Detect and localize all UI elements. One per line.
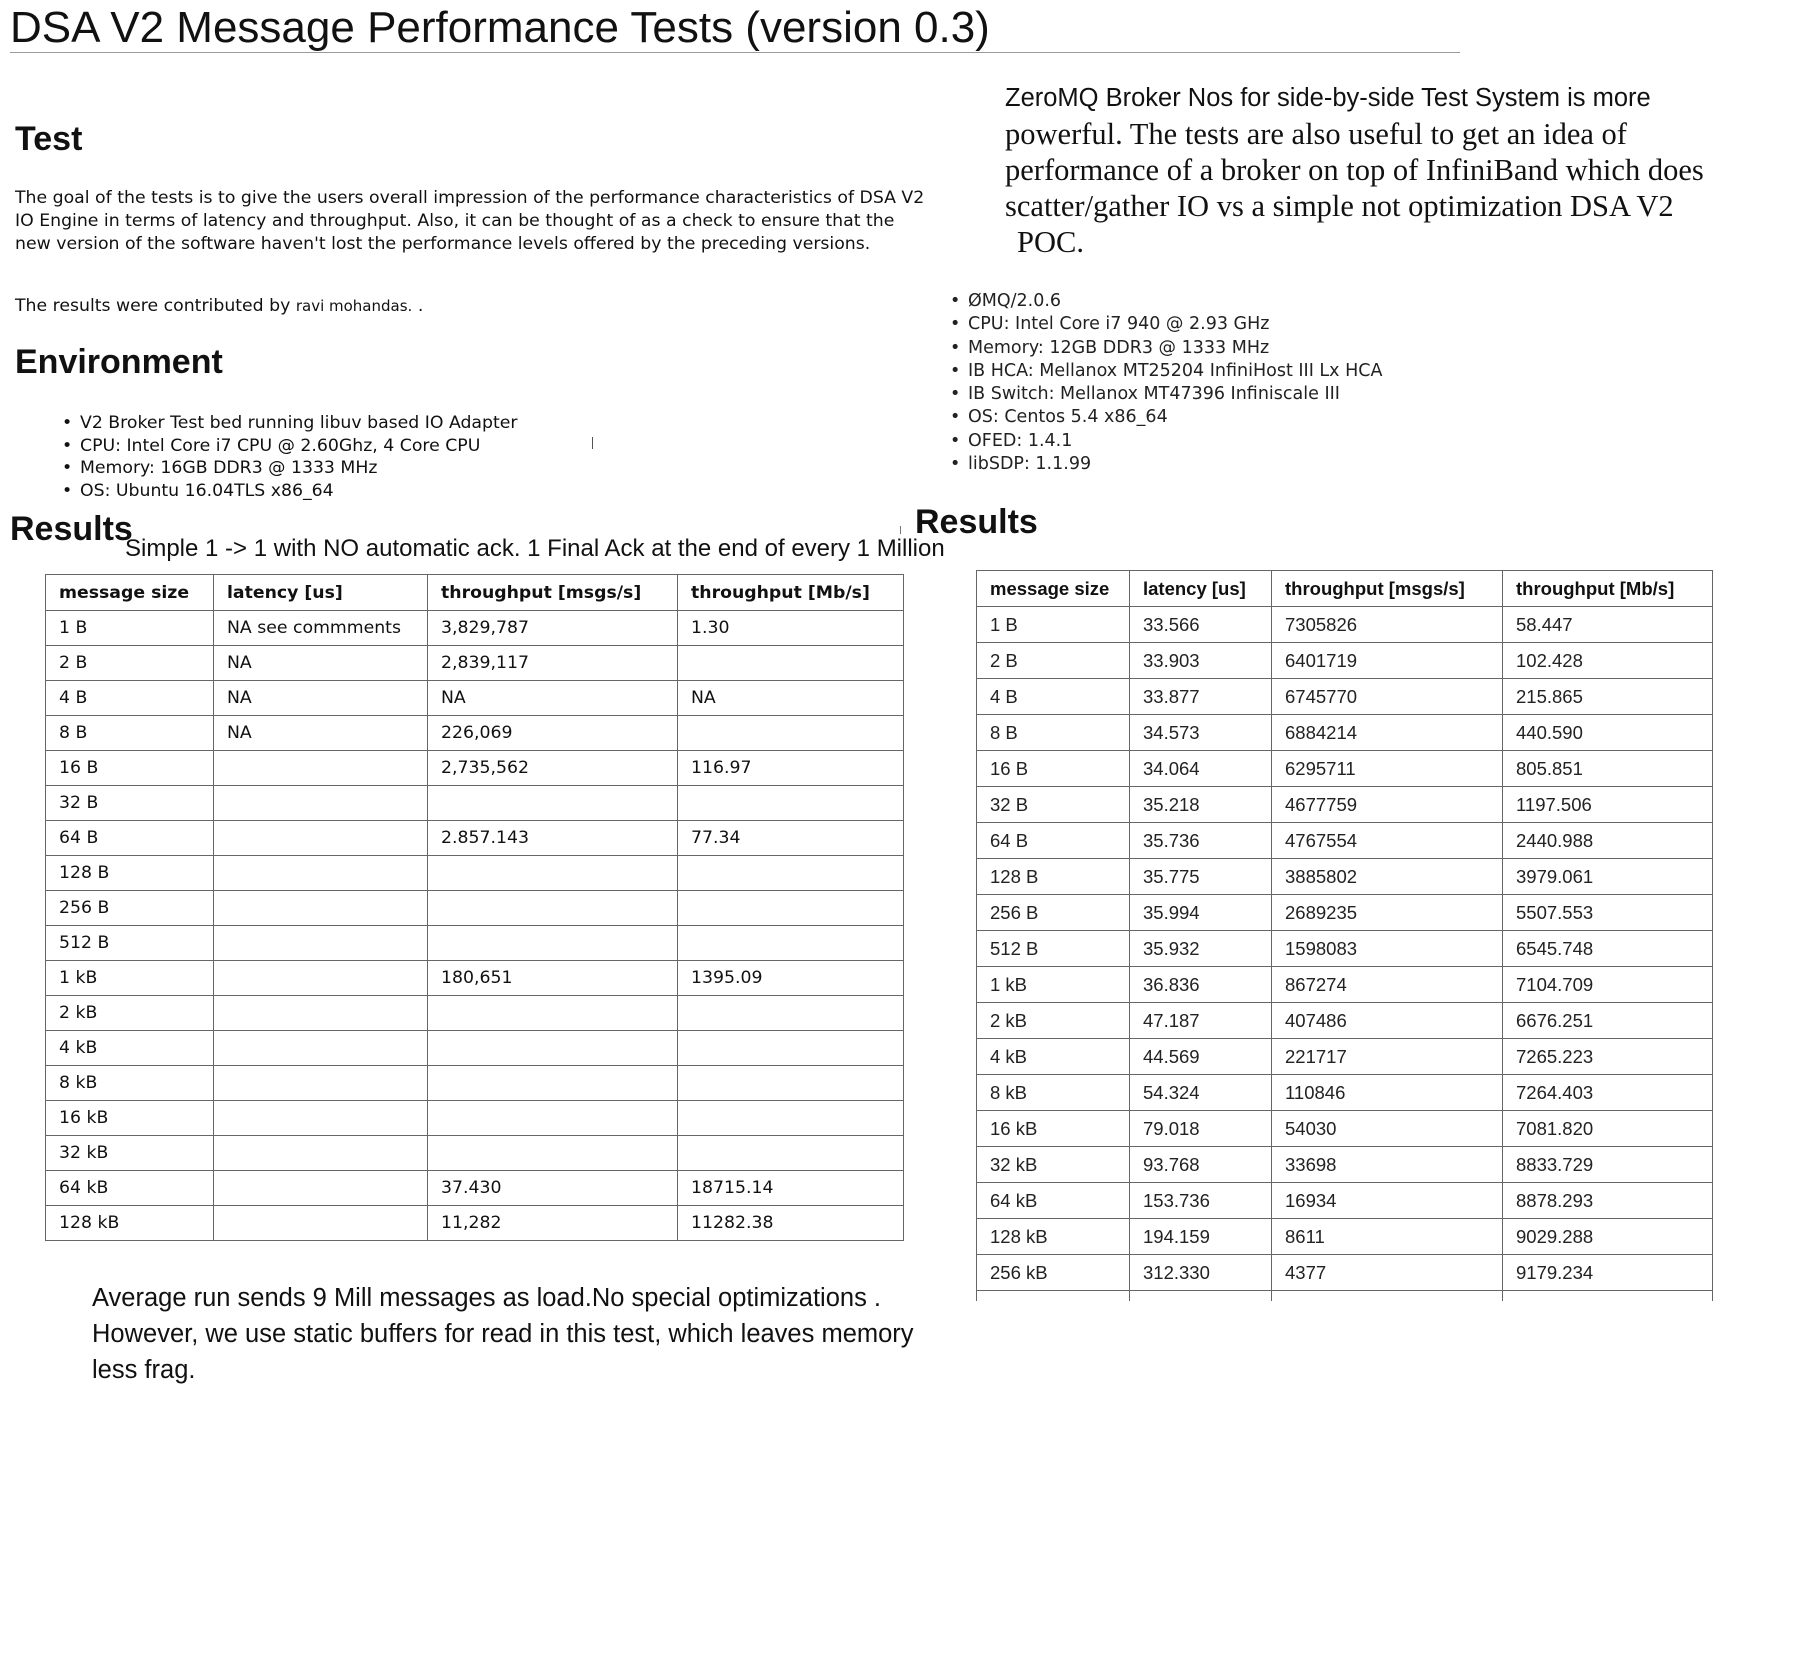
table-cell	[214, 1031, 428, 1066]
table-row	[46, 821, 904, 856]
table-cell	[428, 926, 678, 961]
table-cell	[214, 821, 428, 856]
table-row	[977, 1075, 1713, 1111]
table-cell	[1130, 1291, 1272, 1302]
table-cell: 805.851	[1503, 751, 1713, 787]
table-cell: 4767554	[1272, 823, 1503, 859]
table-cell	[977, 1291, 1130, 1302]
table-cell	[678, 1136, 904, 1171]
table-cell: 34.064	[1130, 751, 1272, 787]
table-cell: 1197.506	[1503, 787, 1713, 823]
table-cell: 8611	[1272, 1219, 1503, 1255]
table-cell: 32 B	[977, 787, 1130, 823]
table-cell: NA	[214, 681, 428, 716]
results-heading-right: Results	[915, 503, 1038, 541]
test-heading: Test	[15, 120, 83, 158]
table-cell: 256 kB	[977, 1255, 1130, 1291]
table-cell: 256 B	[977, 895, 1130, 931]
table-header-row	[977, 571, 1713, 607]
table-cell	[214, 996, 428, 1031]
list-item: • IB HCA: Mellanox MT25204 InfiniHost III Lx HCA	[948, 360, 1382, 383]
table-cell: 33.903	[1130, 643, 1272, 679]
table-row	[46, 1031, 904, 1066]
page-title: DSA V2 Message Performance Tests (version 0.3)	[10, 4, 1460, 53]
table-cell: 32 B	[46, 786, 214, 821]
table-cell	[678, 646, 904, 681]
table-cell	[428, 1031, 678, 1066]
table-cell	[214, 786, 428, 821]
table-cell: 7265.223	[1503, 1039, 1713, 1075]
table-cell	[428, 786, 678, 821]
table-row	[46, 1206, 904, 1241]
table-row	[977, 895, 1713, 931]
table-cell: 6745770	[1272, 679, 1503, 715]
divider-mark	[900, 526, 901, 534]
list-item: • Memory: 16GB DDR3 @ 1333 MHz	[60, 457, 518, 480]
column-header: throughput [msgs/s]	[428, 575, 678, 611]
table-row	[977, 931, 1713, 967]
table-cell: 4 B	[977, 679, 1130, 715]
table-cell	[678, 1066, 904, 1101]
zeromq-note-body: powerful. The tests are also useful to get an idea of performance of a broker on top of InfiniBand which does scatter/gather IO vs a simple not optimization DSA V2	[1005, 117, 1704, 223]
table-cell: 6295711	[1272, 751, 1503, 787]
list-item: • IB Switch: Mellanox MT47396 Infiniscale III	[948, 383, 1382, 406]
table-row	[46, 1101, 904, 1136]
table-cell: 128 kB	[46, 1206, 214, 1241]
list-item: • OS: Ubuntu 16.04TLS x86_64	[60, 480, 518, 503]
table-cell: 1 B	[977, 607, 1130, 643]
table-cell: 8 B	[977, 715, 1130, 751]
table-cell: 4 kB	[46, 1031, 214, 1066]
table-cell: 1 kB	[46, 961, 214, 996]
table-cell: 7081.820	[1503, 1111, 1713, 1147]
table-cell: 6401719	[1272, 643, 1503, 679]
table-cell: 64 B	[977, 823, 1130, 859]
table-cell: 7305826	[1272, 607, 1503, 643]
table-row	[977, 1219, 1713, 1255]
table-cell: 2 kB	[977, 1003, 1130, 1039]
table-cell: NA	[214, 716, 428, 751]
table-cell: 8 kB	[977, 1075, 1130, 1111]
table-cell: 1598083	[1272, 931, 1503, 967]
table-cell	[214, 891, 428, 926]
column-header: message size	[977, 571, 1130, 607]
table-cell: 54.324	[1130, 1075, 1272, 1111]
table-cell: 9179.234	[1503, 1255, 1713, 1291]
table-cell: 2 B	[977, 643, 1130, 679]
table-cell: 3885802	[1272, 859, 1503, 895]
table-row	[46, 1136, 904, 1171]
table-row	[977, 715, 1713, 751]
table-row	[977, 1255, 1713, 1291]
table-cell: 7264.403	[1503, 1075, 1713, 1111]
table-cell: 1 B	[46, 611, 214, 646]
contributor-prefix: The results were contributed by	[15, 296, 291, 316]
table-cell: 226,069	[428, 716, 678, 751]
table-row	[977, 1111, 1713, 1147]
column-header: latency [us]	[214, 575, 428, 611]
list-item: • ØMQ/2.0.6	[948, 290, 1382, 313]
list-item: • CPU: Intel Core i7 940 @ 2.93 GHz	[948, 313, 1382, 336]
table-cell: 32 kB	[977, 1147, 1130, 1183]
table-cell: 440.590	[1503, 715, 1713, 751]
table-cell: 54030	[1272, 1111, 1503, 1147]
table-cell: 16934	[1272, 1183, 1503, 1219]
table-cell: NA	[428, 681, 678, 716]
table-cell: 2689235	[1272, 895, 1503, 931]
table-cell: 4677759	[1272, 787, 1503, 823]
table-cell: 16 kB	[977, 1111, 1130, 1147]
table-cell	[1272, 1291, 1503, 1302]
table-cell: 256 B	[46, 891, 214, 926]
table-cell	[428, 891, 678, 926]
table-cell: 58.447	[1503, 607, 1713, 643]
table-cell: 33.877	[1130, 679, 1272, 715]
table-cell: 215.865	[1503, 679, 1713, 715]
table-cell: 79.018	[1130, 1111, 1272, 1147]
table-cell: NA	[678, 681, 904, 716]
zeromq-note-lead: ZeroMQ Broker Nos for side-by-side Test System is more	[1005, 84, 1651, 112]
list-item: • CPU: Intel Core i7 CPU @ 2.60Ghz, 4 Core CPU	[60, 435, 518, 458]
table-cell	[428, 856, 678, 891]
footer-note: Average run sends 9 Mill messages as load.No special optimizations . However, we use static buffers for read in this test, which leaves memory less frag.	[92, 1284, 914, 1384]
results-table-left	[45, 574, 904, 1241]
table-cell: 35.994	[1130, 895, 1272, 931]
table-cell: 77.34	[678, 821, 904, 856]
table-cell: 64 B	[46, 821, 214, 856]
column-header: throughput [Mb/s]	[1503, 571, 1713, 607]
table-cell: 2.857.143	[428, 821, 678, 856]
table-cell: NA see commments	[214, 611, 428, 646]
table-cell: 2 kB	[46, 996, 214, 1031]
table-cell: 116.97	[678, 751, 904, 786]
table-row	[977, 823, 1713, 859]
column-header: throughput [Mb/s]	[678, 575, 904, 611]
table-cell: 8833.729	[1503, 1147, 1713, 1183]
table-cell: NA	[214, 646, 428, 681]
table-cell: 1.30	[678, 611, 904, 646]
results-subtitle: Simple 1 -> 1 with NO automatic ack. 1 Final Ack at the end of every 1 Million	[125, 535, 945, 562]
contributor-suffix: .	[417, 296, 424, 316]
table-cell	[678, 926, 904, 961]
table-cell	[214, 856, 428, 891]
table-cell: 194.159	[1130, 1219, 1272, 1255]
table-row	[46, 786, 904, 821]
table-cell: 35.932	[1130, 931, 1272, 967]
table-row	[977, 679, 1713, 715]
table-cell	[1503, 1291, 1713, 1302]
table-cell: 16 B	[977, 751, 1130, 787]
table-row	[977, 643, 1713, 679]
table-cell: 3,829,787	[428, 611, 678, 646]
list-item: • OS: Centos 5.4 x86_64	[948, 406, 1382, 429]
table-cell: 1395.09	[678, 961, 904, 996]
table-cell	[678, 1101, 904, 1136]
table-cell	[214, 1136, 428, 1171]
column-header: message size	[46, 575, 214, 611]
table-row	[46, 1171, 904, 1206]
table-cell: 128 B	[977, 859, 1130, 895]
table-row	[977, 607, 1713, 643]
table-cell: 36.836	[1130, 967, 1272, 1003]
table-cell: 6884214	[1272, 715, 1503, 751]
table-cell: 35.775	[1130, 859, 1272, 895]
table-row	[977, 1147, 1713, 1183]
table-cell	[678, 786, 904, 821]
results-heading-left: Results	[10, 510, 133, 548]
table-cell: 2,839,117	[428, 646, 678, 681]
table-row	[46, 681, 904, 716]
table-cell	[428, 1101, 678, 1136]
zeromq-note-tail: POC.	[1017, 225, 1084, 259]
table-cell: 33698	[1272, 1147, 1503, 1183]
table-cell: 33.566	[1130, 607, 1272, 643]
table-cell	[428, 1066, 678, 1101]
table-cell: 6676.251	[1503, 1003, 1713, 1039]
table-cell: 312.330	[1130, 1255, 1272, 1291]
table-cell	[678, 891, 904, 926]
column-header: throughput [msgs/s]	[1272, 571, 1503, 607]
table-row	[46, 1066, 904, 1101]
table-cell: 47.187	[1130, 1003, 1272, 1039]
table-cell: 8 kB	[46, 1066, 214, 1101]
table-cell: 11282.38	[678, 1206, 904, 1241]
table-row	[46, 856, 904, 891]
table-row	[977, 859, 1713, 895]
table-cell	[214, 1206, 428, 1241]
table-cell: 3979.061	[1503, 859, 1713, 895]
table-row	[977, 751, 1713, 787]
table-cell: 7104.709	[1503, 967, 1713, 1003]
list-item: • V2 Broker Test bed running libuv based IO Adapter	[60, 412, 518, 435]
table-cell	[678, 1031, 904, 1066]
table-cell	[214, 961, 428, 996]
column-header: latency [us]	[1130, 571, 1272, 607]
table-cell	[678, 716, 904, 751]
table-cell: 153.736	[1130, 1183, 1272, 1219]
table-row	[46, 751, 904, 786]
table-cell: 44.569	[1130, 1039, 1272, 1075]
table-cell: 64 kB	[46, 1171, 214, 1206]
zeromq-environment-list	[948, 290, 1382, 476]
table-cell: 110846	[1272, 1075, 1503, 1111]
table-cell	[428, 996, 678, 1031]
table-cell: 2,735,562	[428, 751, 678, 786]
table-cell: 8878.293	[1503, 1183, 1713, 1219]
table-cell: 8 B	[46, 716, 214, 751]
table-cell: 180,651	[428, 961, 678, 996]
zeromq-note	[1005, 80, 1765, 260]
table-cell: 128 B	[46, 856, 214, 891]
table-cell: 6545.748	[1503, 931, 1713, 967]
table-cell: 16 B	[46, 751, 214, 786]
list-item: • OFED: 1.4.1	[948, 430, 1382, 453]
table-row	[977, 787, 1713, 823]
table-cell: 18715.14	[678, 1171, 904, 1206]
table-cell: 4377	[1272, 1255, 1503, 1291]
table-cell	[678, 856, 904, 891]
table-cell	[214, 926, 428, 961]
table-cell	[214, 1101, 428, 1136]
table-cell: 11,282	[428, 1206, 678, 1241]
table-cell: 93.768	[1130, 1147, 1272, 1183]
table-row-cutoff	[977, 1291, 1713, 1302]
table-row	[46, 961, 904, 996]
table-cell	[428, 1136, 678, 1171]
table-cell	[214, 751, 428, 786]
test-description: The goal of the tests is to give the users overall impression of the performance characteristics of DSA V2 IO Engine in terms of latency and throughput. Also, it can be thought of as a check to ensure that the new version of the software haven't lost the performance levels offered by the preceding versions.	[15, 188, 925, 254]
table-cell: 102.428	[1503, 643, 1713, 679]
table-row	[977, 1039, 1713, 1075]
table-row	[46, 611, 904, 646]
table-row	[46, 646, 904, 681]
table-cell: 512 B	[46, 926, 214, 961]
table-row	[46, 996, 904, 1031]
table-cell: 37.430	[428, 1171, 678, 1206]
table-cell: 5507.553	[1503, 895, 1713, 931]
table-cell: 4 kB	[977, 1039, 1130, 1075]
list-item: • libSDP: 1.1.99	[948, 453, 1382, 476]
environment-list	[60, 412, 518, 502]
table-cell: 2 B	[46, 646, 214, 681]
table-cell: 128 kB	[977, 1219, 1130, 1255]
table-cell	[678, 996, 904, 1031]
table-cell: 407486	[1272, 1003, 1503, 1039]
table-header-row	[46, 575, 904, 611]
results-table-right	[976, 570, 1713, 1301]
table-row	[46, 716, 904, 751]
table-cell: 1 kB	[977, 967, 1130, 1003]
table-row	[977, 1003, 1713, 1039]
table-cell: 35.736	[1130, 823, 1272, 859]
table-cell: 34.573	[1130, 715, 1272, 751]
table-row	[977, 1183, 1713, 1219]
table-row	[46, 891, 904, 926]
contributor-name: ravi mohandas.	[295, 297, 413, 315]
contributor-line	[15, 296, 423, 316]
table-cell: 64 kB	[977, 1183, 1130, 1219]
table-cell: 9029.288	[1503, 1219, 1713, 1255]
table-row	[46, 926, 904, 961]
table-cell: 512 B	[977, 931, 1130, 967]
table-cell: 4 B	[46, 681, 214, 716]
table-cell: 35.218	[1130, 787, 1272, 823]
table-cell: 867274	[1272, 967, 1503, 1003]
list-item: • Memory: 12GB DDR3 @ 1333 MHz	[948, 337, 1382, 360]
table-cell	[214, 1171, 428, 1206]
table-cell: 16 kB	[46, 1101, 214, 1136]
table-cell	[214, 1066, 428, 1101]
environment-heading: Environment	[15, 343, 223, 381]
table-cell: 2440.988	[1503, 823, 1713, 859]
table-cell: 221717	[1272, 1039, 1503, 1075]
divider-mark	[592, 437, 593, 449]
table-cell: 32 kB	[46, 1136, 214, 1171]
table-row	[977, 967, 1713, 1003]
